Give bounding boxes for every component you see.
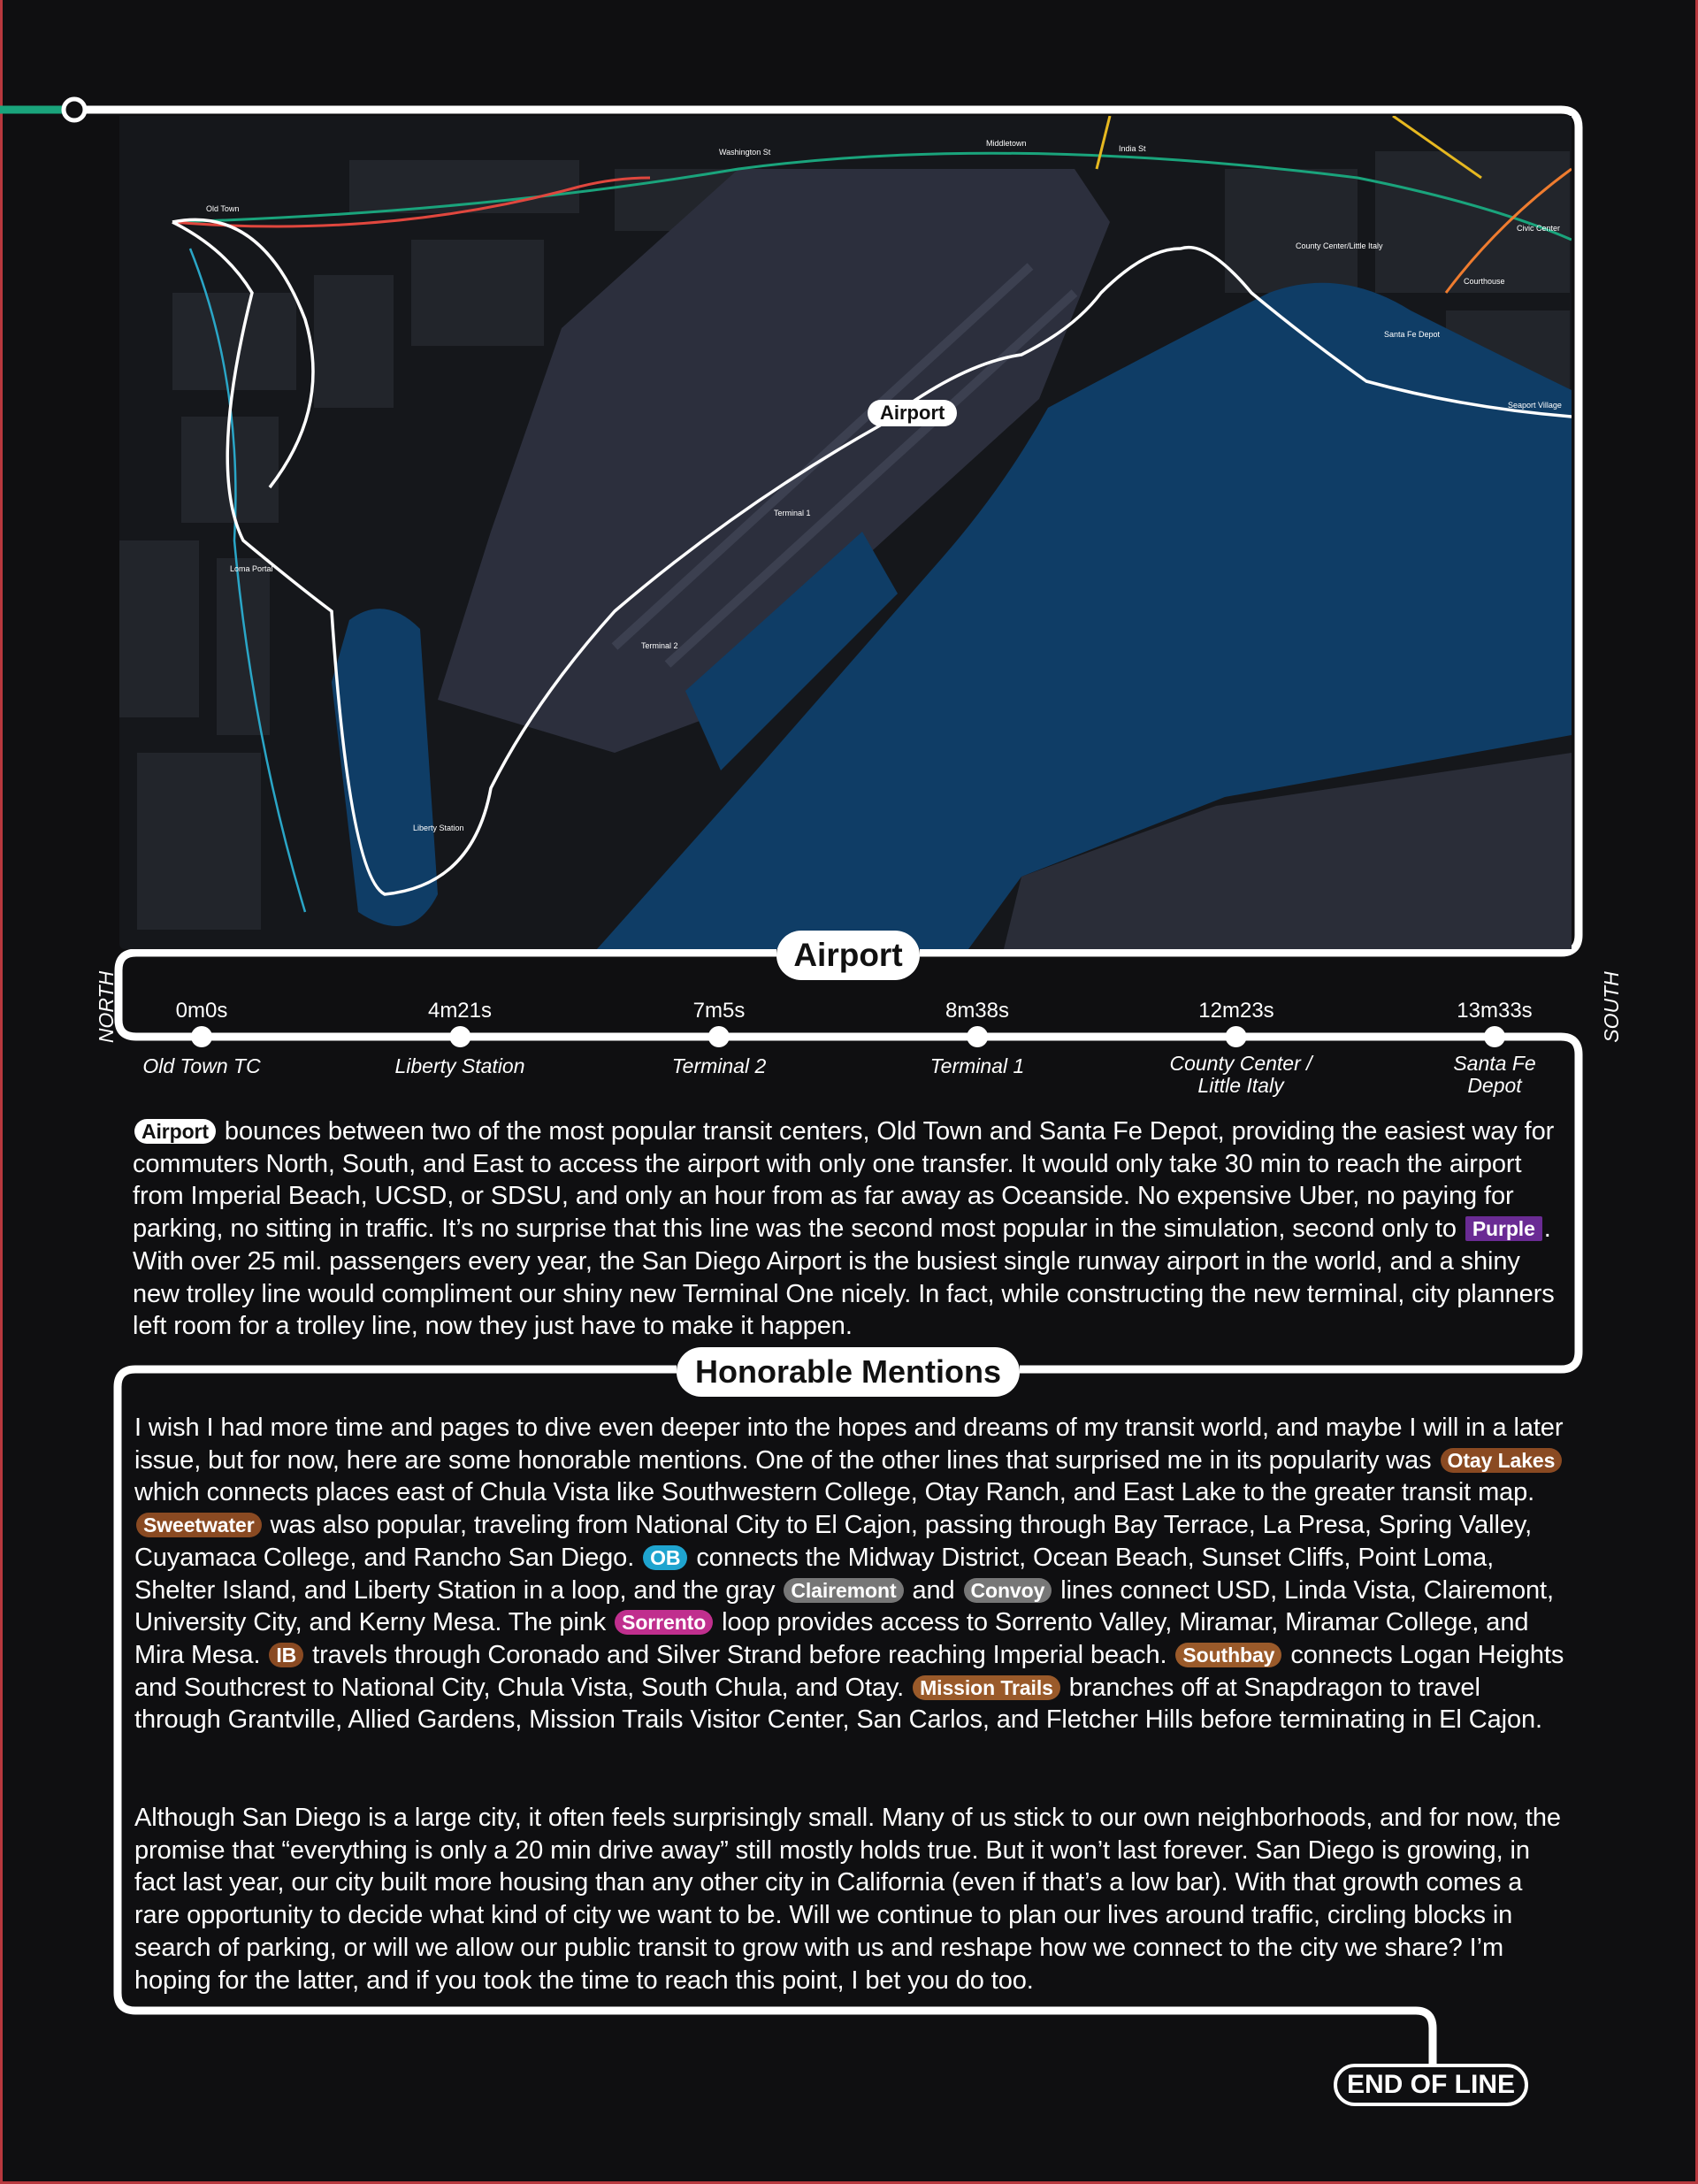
line-tag-sweetwater: Sweetwater xyxy=(136,1513,262,1537)
line-tag-southbay: Southbay xyxy=(1175,1643,1281,1667)
map-station-terminal1: Terminal 1 xyxy=(774,509,811,517)
map-station-county-center: County Center/Little Italy xyxy=(1296,241,1383,250)
map-station-middletown: Middletown xyxy=(986,139,1027,148)
line-tag-purple: Purple xyxy=(1465,1216,1542,1241)
stop-name: Santa Fe Depot xyxy=(1453,1052,1536,1097)
line-tag-otay-lakes: Otay Lakes xyxy=(1441,1448,1563,1473)
hm-text-part: was also popular, traveling from National City to El Cajon, passing through Bay Terrace, La Presa, Spring Valley, Cuyamaca College, and Rancho San Diego. xyxy=(134,1511,1533,1572)
stop-dot xyxy=(1226,1026,1247,1047)
stop-time: 12m23s xyxy=(1198,999,1274,1023)
stop-dot xyxy=(191,1026,212,1047)
stop-dot xyxy=(708,1026,730,1047)
route-title: Airport xyxy=(776,931,920,980)
hm-text-part: and xyxy=(905,1575,962,1605)
map-station-santa-fe: Santa Fe Depot xyxy=(1384,330,1441,339)
map-station-terminal2: Terminal 2 xyxy=(641,641,678,650)
map-station-courthouse: Courthouse xyxy=(1464,277,1505,286)
route-map xyxy=(119,116,1572,949)
stop-dot xyxy=(1484,1026,1505,1047)
line-tag-ob: OB xyxy=(643,1545,687,1570)
hm-text-part: connects the Midway District, Ocean Beach, Sunset Cliffs, Point Loma, Shelter Island, and Liberty Station in a loop, and the gray xyxy=(134,1543,1495,1605)
airport-paragraph xyxy=(133,1115,1565,1343)
hm-text-part: I wish I had more time and pages to dive even deeper into the hopes and dreams of my transit world, and maybe I will in a later issue, but for now, here are some honorable mentions. One of the other lines that surprised me in its popularity was xyxy=(134,1414,1564,1475)
map-station-loma-portal: Loma Portal xyxy=(230,564,273,573)
route-start-node xyxy=(64,99,85,120)
direction-north: NORTH xyxy=(95,970,119,1044)
honorable-mentions-title: Honorable Mentions xyxy=(677,1347,1020,1397)
direction-south: SOUTH xyxy=(1599,971,1623,1043)
line-tag-sorrento: Sorrento xyxy=(615,1610,713,1635)
hm-text-part: branches off at Snapdragon to travel through Grantville, Allied Gardens, Mission Trails Visitor Center, San Carlos, and Fletcher Hills before terminating in El Cajon. xyxy=(134,1673,1542,1735)
map-station-old-town: Old Town xyxy=(206,204,240,213)
hm-text-part: loop provides access to Sorrento Valley, Miramar, Miramar College, and Mira Mesa. xyxy=(134,1608,1529,1669)
line-tag-airport: Airport xyxy=(134,1119,216,1144)
stop-dot xyxy=(967,1026,988,1047)
honorable-paragraph-2: Although San Diego is a large city, it often feels surprisingly small. Many of us stick to our own neighborhoods, and for now, the promise that “everything is only a 20 min drive away” still mostly holds true. But it won’t last forever. San Diego is growing, in fact last year, our city built more housing than any other city in California (even if that’s a low bar). With that growth comes a rare opportunity to decide what kind of city we want to be. Will we continue to plan our lives around traffic, circling blocks in search of parking, or will we allow our public transit to grow with us and reshape how we connect to the city we share? I’m hoping for the latter, and if you took the time to reach this point, I bet you do too. xyxy=(134,1804,1561,1995)
hm-text-part: lines connect USD, Linda Vista, Clairemont, University City, and Kerny Mesa. The pink xyxy=(134,1575,1554,1637)
stop-dot xyxy=(449,1026,470,1047)
stop-time: 7m5s xyxy=(692,999,746,1023)
line-tag-convoy: Convoy xyxy=(964,1578,1052,1603)
airport-text-part: bounces between two of the most popular transit centers, Old Town and Santa Fe Depot, providing the easiest way for commuters North, South, and East to access the airport with only one transfer. It would only take 30 min to reach the airport from Imperial Beach, UCSD, or SDSU, and only an hour from as far away as Oceanside. No expensive Uber, no paying for parking, no sitting in traffic. It’s no surprise that this line was the second most popular in the simulation, second only to xyxy=(133,1117,1555,1244)
map-station-liberty: Liberty Station xyxy=(413,824,464,832)
line-tag-ib: IB xyxy=(269,1643,303,1667)
stop-name: Liberty Station xyxy=(394,1054,525,1077)
map-graphic xyxy=(119,116,1572,949)
map-station-civic-center: Civic Center xyxy=(1517,224,1561,233)
map-station-washington: Washington St xyxy=(719,148,771,157)
map-station-seaport: Seaport Village xyxy=(1508,401,1562,410)
stop-time: 8m38s xyxy=(945,999,1010,1023)
airport-text-part: . With over 25 mil. passengers every year, the San Diego Airport is the busiest single runway airport in the world, and a shiny new trolley line would compliment our shiny new Terminal One nicely. In fact, while constructing the new terminal, city planners left room for a trolley line, now they just have to make it happen. xyxy=(133,1215,1555,1341)
hm-text-part: connects Logan Heights and Southcrest to National City, Chula Vista, South Chula, and Otay. xyxy=(134,1640,1564,1702)
end-of-line-label: END OF LINE xyxy=(1334,2064,1528,2106)
stop-time: 0m0s xyxy=(175,999,228,1023)
map-station-india: India St xyxy=(1119,144,1146,153)
stop-name: County Center / Little Italy xyxy=(1169,1052,1312,1097)
stop-time: 4m21s xyxy=(427,999,493,1023)
line-tag-clairemont: Clairemont xyxy=(784,1578,903,1603)
hm-text-part: travels through Coronado and Silver Strand before reaching Imperial beach. xyxy=(305,1640,1174,1669)
stop-name: Terminal 2 xyxy=(671,1054,767,1077)
hm-text-part: which connects places east of Chula Vista like Southwestern College, Otay Ranch, and East Lake to the greater transit map. xyxy=(134,1478,1535,1507)
stop-name: Old Town TC xyxy=(142,1054,261,1077)
stop-name: Terminal 1 xyxy=(929,1054,1025,1077)
map-airport-label: Airport xyxy=(868,400,957,426)
honorable-paragraph-1 xyxy=(134,1412,1567,1736)
line-tag-mission-trails: Mission Trails xyxy=(913,1675,1060,1700)
stop-time: 13m33s xyxy=(1457,999,1533,1023)
